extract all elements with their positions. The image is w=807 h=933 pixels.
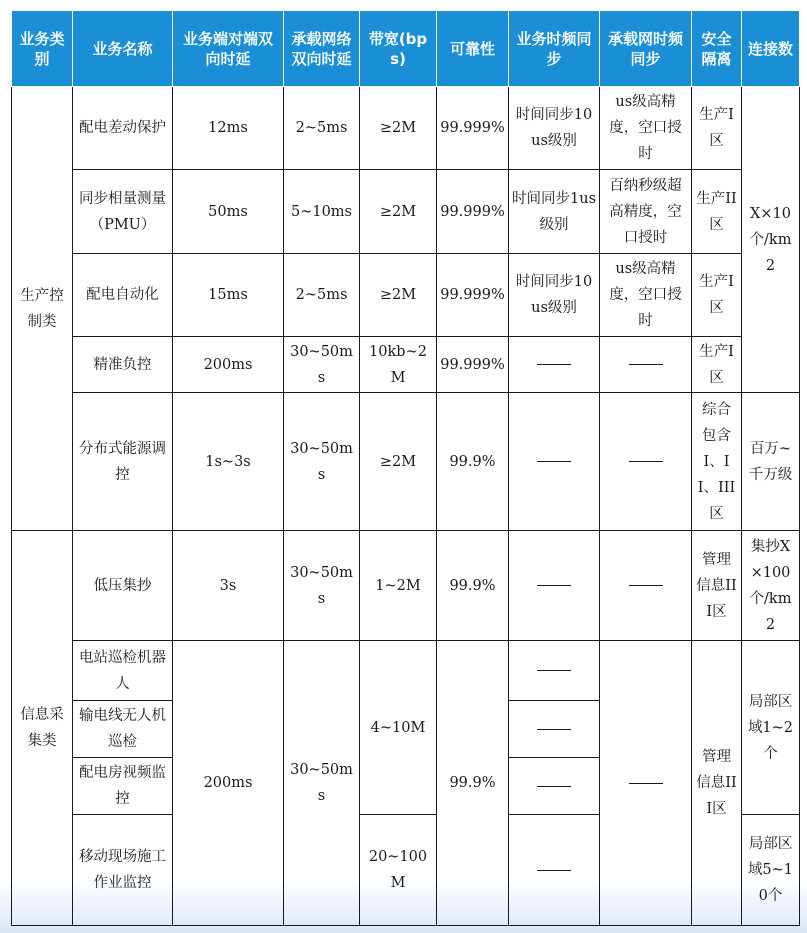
row-e2e: 50ms xyxy=(173,170,284,254)
row-e2e: 1s~3s xyxy=(173,393,284,531)
row-netsync: us级高精度，空口授时 xyxy=(600,87,692,170)
row-name: 配电房视频监控 xyxy=(73,758,173,815)
table-row xyxy=(12,170,800,254)
header-network-sync: 承载网时频同步 xyxy=(600,11,692,87)
row-conn: 局部区域5~10个 xyxy=(742,815,800,926)
header-reliability: 可靠性 xyxy=(437,11,509,87)
video-conn: 局部区域1~2个 xyxy=(742,641,800,815)
row-sync xyxy=(509,531,600,641)
row-name: 移动现场施工作业监控 xyxy=(73,815,173,926)
row-e2e: 12ms xyxy=(173,87,284,170)
requirements-table xyxy=(11,10,800,926)
row-sync xyxy=(509,815,600,926)
row-rel: 99.9% xyxy=(437,393,509,531)
row-netsync xyxy=(600,337,692,393)
table-row xyxy=(12,254,800,337)
row-rel: 99.999% xyxy=(437,170,509,254)
header-category: 业务类别 xyxy=(12,11,73,87)
header-name: 业务名称 xyxy=(73,11,173,87)
table-row xyxy=(12,641,800,701)
row-sync: 时间同步1us级别 xyxy=(509,170,600,254)
row-rel: 99.999% xyxy=(437,337,509,393)
row-e2e: 15ms xyxy=(173,254,284,337)
row-sync-dash xyxy=(537,786,571,787)
row-sec: 生产I区 xyxy=(692,337,742,393)
header-row xyxy=(12,11,800,87)
video-net: 30~50ms xyxy=(284,641,360,926)
row-sync-dash xyxy=(537,585,571,586)
row-name: 输电线无人机巡检 xyxy=(73,701,173,758)
header-network-latency: 承载网络双向时延 xyxy=(284,11,360,87)
row-bw: ≥2M xyxy=(360,254,437,337)
table-row xyxy=(12,337,800,393)
header-service-sync: 业务时频同步 xyxy=(509,11,600,87)
video-bw: 4~10M xyxy=(360,641,437,815)
row-sync: 时间同步10us级别 xyxy=(509,254,600,337)
row-rel: 99.999% xyxy=(437,254,509,337)
row-sync xyxy=(509,641,600,701)
row-sync xyxy=(509,701,600,758)
row-sync: 时间同步10us级别 xyxy=(509,87,600,170)
table-row xyxy=(12,87,800,170)
row-name: 配电差动保护 xyxy=(73,87,173,170)
row-sync xyxy=(509,758,600,815)
row-bw: 1~2M xyxy=(360,531,437,641)
row-sync-dash xyxy=(537,670,571,671)
row-netsync-dash xyxy=(629,585,663,586)
row-sync-dash xyxy=(537,870,571,871)
row-name: 电站巡检机器人 xyxy=(73,641,173,701)
row-sync xyxy=(509,393,600,531)
row-sec: 综合包含I、II、III区 xyxy=(692,393,742,531)
category-info: 信息采集类 xyxy=(12,531,73,926)
header-bandwidth: 带宽(bps) xyxy=(360,11,437,87)
row-sync-dash xyxy=(537,729,571,730)
row-bw: ≥2M xyxy=(360,393,437,531)
row-net: 2~5ms xyxy=(284,254,360,337)
row-sec: 管理信息III区 xyxy=(692,531,742,641)
row-bw: 10kb~2M xyxy=(360,337,437,393)
header-e2e-latency: 业务端对端双向时延 xyxy=(173,11,284,87)
row-sec: 生产I区 xyxy=(692,87,742,170)
row-bw: ≥2M xyxy=(360,170,437,254)
row-net: 30~50ms xyxy=(284,337,360,393)
row-sync xyxy=(509,337,600,393)
header-security: 安全隔离 xyxy=(692,11,742,87)
video-sec: 管理信息III区 xyxy=(692,641,742,926)
row-name: 分布式能源调控 xyxy=(73,393,173,531)
row-netsync xyxy=(600,531,692,641)
row-rel: 99.9% xyxy=(437,531,509,641)
row-name: 低压集抄 xyxy=(73,531,173,641)
row-name: 配电自动化 xyxy=(73,254,173,337)
row-bw: ≥2M xyxy=(360,87,437,170)
row-sec: 生产I区 xyxy=(692,254,742,337)
row-sec: 生产II区 xyxy=(692,170,742,254)
row-netsync: 百纳秒级超高精度，空口授时 xyxy=(600,170,692,254)
row-net: 30~50ms xyxy=(284,531,360,641)
video-netsync xyxy=(600,641,692,926)
row-net: 5~10ms xyxy=(284,170,360,254)
video-e2e: 200ms xyxy=(173,641,284,926)
row-net: 2~5ms xyxy=(284,87,360,170)
row-e2e: 3s xyxy=(173,531,284,641)
video-netsync-dash xyxy=(629,783,663,784)
category-production: 生产控制类 xyxy=(12,87,73,531)
row-name: 精准负控 xyxy=(73,337,173,393)
row-net: 30~50ms xyxy=(284,393,360,531)
video-rel: 99.9% xyxy=(437,641,509,926)
table-row xyxy=(12,393,800,531)
row-name: 同步相量测量（PMU） xyxy=(73,170,173,254)
row-e2e: 200ms xyxy=(173,337,284,393)
row-netsync-dash xyxy=(629,461,663,462)
row-sync-dash xyxy=(537,364,571,365)
row-sync-dash xyxy=(537,461,571,462)
production-connections: X×10个/km2 xyxy=(742,87,800,393)
row-netsync-dash xyxy=(629,364,663,365)
row-conn: 集抄X×100个/km2 xyxy=(742,531,800,641)
row-conn: 百万~千万级 xyxy=(742,393,800,531)
row-netsync: us级高精度，空口授时 xyxy=(600,254,692,337)
header-connections: 连接数 xyxy=(742,11,800,87)
table-row xyxy=(12,531,800,641)
row-bw: 20~100M xyxy=(360,815,437,926)
row-rel: 99.999% xyxy=(437,87,509,170)
row-netsync xyxy=(600,393,692,531)
